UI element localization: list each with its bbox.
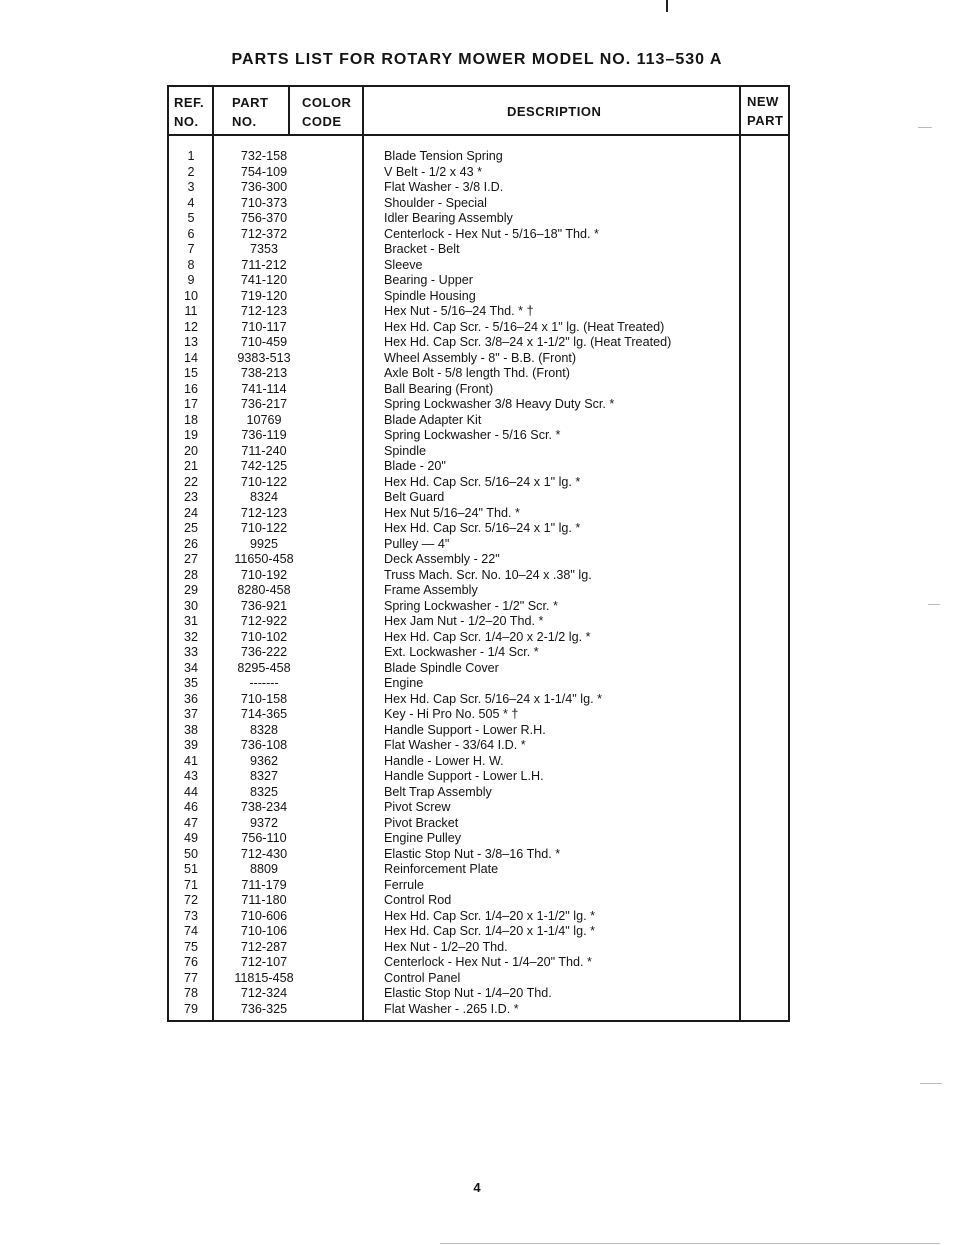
header-color-line1: COLOR <box>302 95 352 110</box>
description-cell: Spring Lockwasher - 1/2" Scr. * <box>384 598 558 613</box>
part-no-cell: 10769 <box>246 412 282 427</box>
ref-cell: 39 <box>183 738 198 752</box>
ref-cell: 49 <box>183 831 198 845</box>
description-cell: Hex Hd. Cap Scr. 3/8–24 x 1-1/2" lg. (Heat Treated) <box>384 335 672 349</box>
part-no-cell: 11650-458 <box>234 552 294 566</box>
ref-cell: 73 <box>183 908 198 923</box>
description-cell: Key - Hi Pro No. 505 * † <box>384 707 519 721</box>
ref-cell: 7 <box>187 242 195 256</box>
description-cell: Engine <box>384 676 424 690</box>
table-row <box>169 366 788 382</box>
ref-cell: 30 <box>183 598 198 613</box>
description-cell: Ferrule <box>384 877 424 892</box>
description-cell: Spindle <box>384 443 427 458</box>
table-row <box>169 723 788 739</box>
header-part-line2: NO. <box>232 114 257 129</box>
page-title: PARTS LIST FOR ROTARY MOWER MODEL NO. 113–530 A <box>231 51 723 68</box>
table-row <box>169 211 788 227</box>
description-cell: Hex Hd. Cap Scr. 1/4–20 x 2-1/2 lg. * <box>384 629 591 644</box>
header-part-line1: PART <box>232 95 269 110</box>
part-no-cell: 9362 <box>249 753 279 768</box>
ref-cell: 47 <box>183 815 198 830</box>
ref-cell: 20 <box>183 443 198 458</box>
ref-cell: 15 <box>183 366 198 380</box>
table-row <box>169 289 788 305</box>
part-no-cell: 9925 <box>249 536 279 551</box>
part-no-cell: 8295-458 <box>237 660 291 675</box>
ref-cell: 51 <box>183 862 198 876</box>
parts-table <box>167 85 790 1022</box>
part-no-cell: 736-325 <box>240 1001 288 1016</box>
part-no-cell: 719-120 <box>240 288 288 303</box>
table-row <box>169 568 788 584</box>
part-no-cell: 710-158 <box>240 691 288 706</box>
part-no-cell: 711-180 <box>241 893 287 907</box>
table-row <box>169 273 788 289</box>
part-no-cell: 9383-513 <box>237 350 291 365</box>
ref-cell: 38 <box>183 722 198 737</box>
part-no-cell: 8809 <box>249 862 279 876</box>
description-cell: Hex Hd. Cap Scr. 5/16–24 x 1-1/4" lg. * <box>384 691 602 706</box>
table-row <box>169 382 788 398</box>
ref-cell: 77 <box>183 970 198 985</box>
ref-cell: 74 <box>183 924 198 938</box>
ref-cell: 13 <box>183 335 198 349</box>
part-no-cell: 736-300 <box>240 180 288 194</box>
table-row <box>169 785 788 801</box>
scan-mark-right-1 <box>918 127 932 128</box>
part-no-cell: 710-606 <box>240 908 288 923</box>
ref-cell: 4 <box>187 195 195 210</box>
description-cell: Blade Adapter Kit <box>384 412 482 427</box>
part-no-cell: 711-179 <box>241 877 287 892</box>
part-no-cell: 710-192 <box>240 567 288 582</box>
part-no-cell: 736-108 <box>240 738 288 752</box>
table-row <box>169 165 788 181</box>
table-row <box>169 630 788 646</box>
table-row <box>169 521 788 537</box>
part-no-cell: 754-109 <box>240 164 288 179</box>
ref-cell: 50 <box>183 846 198 861</box>
ref-cell: 22 <box>183 474 198 489</box>
table-row <box>169 738 788 754</box>
description-cell: V Belt - 1/2 x 43 * <box>384 164 483 179</box>
table-row <box>169 459 788 475</box>
description-cell: Spring Lockwasher 3/8 Heavy Duty Scr. * <box>384 397 615 411</box>
scan-mark-right-3 <box>920 1083 942 1084</box>
part-no-cell: 8280-458 <box>237 583 291 597</box>
description-cell: Hex Hd. Cap Scr. 1/4–20 x 1-1/2" lg. * <box>384 908 595 923</box>
table-row <box>169 583 788 599</box>
ref-cell: 23 <box>183 490 198 504</box>
table-row <box>169 599 788 615</box>
description-cell: Engine Pulley <box>384 831 462 845</box>
table-row <box>169 227 788 243</box>
ref-cell: 35 <box>183 676 198 690</box>
part-no-cell: 8325 <box>249 784 279 799</box>
table-row <box>169 971 788 987</box>
part-no-cell: 710-117 <box>241 319 287 334</box>
part-no-cell: 736-217 <box>240 397 288 411</box>
table-row <box>169 645 788 661</box>
table-row <box>169 769 788 785</box>
description-cell: Hex Nut - 1/2–20 Thd. <box>384 939 508 954</box>
scan-mark-bottom <box>440 1243 940 1244</box>
description-cell: Blade Tension Spring <box>384 149 503 163</box>
table-row <box>169 428 788 444</box>
part-no-cell: 712-324 <box>240 986 288 1000</box>
description-cell: Handle - Lower H. W. <box>384 753 504 768</box>
header-ref-line1: REF. <box>174 95 205 110</box>
part-no-cell: 741-114 <box>241 381 287 396</box>
description-cell: Flat Washer - 3/8 I.D. <box>384 180 504 194</box>
table-row <box>169 909 788 925</box>
ref-cell: 29 <box>183 583 198 597</box>
table-row <box>169 413 788 429</box>
part-no-cell: 712-123 <box>240 304 288 318</box>
part-no-cell: 710-106 <box>240 924 288 938</box>
ref-cell: 27 <box>183 552 198 566</box>
description-cell: Sleeve <box>384 257 423 272</box>
table-row <box>169 506 788 522</box>
table-row <box>169 924 788 940</box>
ref-cell: 1 <box>187 149 195 163</box>
table-row <box>169 692 788 708</box>
header-ref <box>174 93 204 131</box>
ref-cell: 37 <box>183 707 198 721</box>
table-row <box>169 986 788 1002</box>
description-cell: Flat Washer - .265 I.D. * <box>384 1001 519 1016</box>
ref-cell: 5 <box>187 211 195 225</box>
part-no-cell: 712-922 <box>240 614 288 628</box>
table-row <box>169 707 788 723</box>
table-row <box>169 320 788 336</box>
ref-cell: 79 <box>183 1001 198 1016</box>
part-no-cell: 9372 <box>249 815 279 830</box>
ref-cell: 32 <box>183 629 198 644</box>
table-row <box>169 490 788 506</box>
part-no-cell: 710-122 <box>240 521 288 535</box>
ref-cell: 19 <box>183 428 198 442</box>
part-no-cell: 736-119 <box>241 428 287 442</box>
description-cell: Axle Bolt - 5/8 length Thd. (Front) <box>384 366 570 380</box>
page-number: 4 <box>473 1180 481 1195</box>
table-row <box>169 955 788 971</box>
header-new-line1: NEW <box>747 94 779 109</box>
ref-cell: 10 <box>183 288 198 303</box>
ref-cell: 46 <box>183 800 198 814</box>
table-row <box>169 831 788 847</box>
table-row <box>169 351 788 367</box>
table-row <box>169 258 788 274</box>
ref-cell: 36 <box>183 691 198 706</box>
part-no-cell: 712-287 <box>240 939 288 954</box>
table-row <box>169 614 788 630</box>
ref-cell: 43 <box>183 769 198 783</box>
table-row <box>169 878 788 894</box>
scan-mark-right-2 <box>928 604 940 605</box>
part-no-cell: 714-365 <box>240 707 288 721</box>
part-no-cell: 8328 <box>249 722 279 737</box>
description-cell: Bracket - Belt <box>384 242 460 256</box>
ref-cell: 33 <box>183 645 198 659</box>
part-no-cell: 8324 <box>249 490 279 504</box>
ref-cell: 16 <box>183 381 198 396</box>
description-cell: Pivot Bracket <box>384 815 459 830</box>
description-cell: Elastic Stop Nut - 3/8–16 Thd. * <box>384 846 561 861</box>
part-no-cell: 710-373 <box>240 195 288 210</box>
description-cell: Shoulder - Special <box>384 195 487 210</box>
header-description: DESCRIPTION <box>507 104 602 119</box>
part-no-cell: 736-921 <box>240 598 288 613</box>
ref-cell: 11 <box>184 304 198 318</box>
description-cell: Spindle Housing <box>384 288 476 303</box>
description-cell: Pivot Screw <box>384 800 451 814</box>
description-cell: Belt Guard <box>384 490 445 504</box>
table-row <box>169 661 788 677</box>
table-row <box>169 676 788 692</box>
ref-cell: 41 <box>183 753 198 768</box>
description-cell: Control Panel <box>384 970 461 985</box>
ref-cell: 9 <box>187 273 195 287</box>
ref-cell: 8 <box>187 257 195 272</box>
ref-cell: 72 <box>183 893 198 907</box>
part-no-cell: 712-430 <box>240 846 288 861</box>
ref-cell: 76 <box>183 955 198 969</box>
header-new-line2: PART <box>747 113 784 128</box>
table-row <box>169 893 788 909</box>
description-cell: Belt Trap Assembly <box>384 784 492 799</box>
description-cell: Handle Support - Lower L.H. <box>384 769 544 783</box>
description-cell: Hex Hd. Cap Scr. 5/16–24 x 1" lg. * <box>384 474 581 489</box>
ref-cell: 2 <box>187 164 195 179</box>
table-row <box>169 475 788 491</box>
description-cell: Elastic Stop Nut - 1/4–20 Thd. <box>384 986 552 1000</box>
ref-cell: 21 <box>183 459 198 473</box>
description-cell: Handle Support - Lower R.H. <box>384 722 546 737</box>
description-cell: Bearing - Upper <box>384 273 473 287</box>
part-no-cell: 710-459 <box>240 335 288 349</box>
table-row <box>169 552 788 568</box>
table-row <box>169 335 788 351</box>
table-row <box>169 862 788 878</box>
description-cell: Frame Assembly <box>384 583 478 597</box>
part-no-cell: 732-158 <box>240 149 288 163</box>
part-no-cell: 8327 <box>249 769 279 783</box>
part-no-cell: 738-234 <box>240 800 288 814</box>
description-cell: Hex Hd. Cap Scr. - 5/16–24 x 1" lg. (Heat Treated) <box>384 319 665 334</box>
part-no-cell: 712-123 <box>240 505 288 520</box>
ref-cell: 12 <box>183 319 198 334</box>
ref-cell: 26 <box>183 536 198 551</box>
description-cell: Ball Bearing (Front) <box>384 381 494 396</box>
description-cell: Pulley — 4" <box>384 536 450 551</box>
description-cell: Idler Bearing Assembly <box>384 211 513 225</box>
part-no-cell: 710-102 <box>240 629 288 644</box>
part-no-cell: 711-240 <box>241 443 287 458</box>
table-row <box>169 444 788 460</box>
description-cell: Hex Hd. Cap Scr. 1/4–20 x 1-1/4" lg. * <box>384 924 595 938</box>
table-row <box>169 180 788 196</box>
ref-cell: 71 <box>183 877 198 892</box>
table-row <box>169 816 788 832</box>
header-color-line2: CODE <box>302 114 342 129</box>
ref-cell: 3 <box>187 180 195 194</box>
description-cell: Reinforcement Plate <box>384 862 499 876</box>
part-no-cell: 7353 <box>249 242 279 256</box>
header-part <box>232 93 268 131</box>
description-cell: Centerlock - Hex Nut - 5/16–18" Thd. * <box>384 226 599 241</box>
description-cell: Flat Washer - 33/64 I.D. * <box>384 738 526 752</box>
description-cell: Hex Nut - 5/16–24 Thd. * † <box>384 304 534 318</box>
ref-cell: 18 <box>183 412 198 427</box>
part-no-cell: 712-372 <box>240 226 288 241</box>
table-row <box>169 800 788 816</box>
description-cell: Centerlock - Hex Nut - 1/4–20" Thd. * <box>384 955 592 969</box>
header-new-part <box>747 92 783 130</box>
ref-cell: 34 <box>183 660 198 675</box>
part-no-cell: 736-222 <box>240 645 288 659</box>
description-cell: Hex Hd. Cap Scr. 5/16–24 x 1" lg. * <box>384 521 581 535</box>
description-cell: Truss Mach. Scr. No. 10–24 x .38" lg. <box>384 567 592 582</box>
table-row <box>169 149 788 165</box>
table-row <box>169 304 788 320</box>
part-no-cell: 711-212 <box>241 257 287 272</box>
header-divider <box>169 134 788 136</box>
ref-cell: 24 <box>183 505 198 520</box>
column-divider-part <box>288 87 290 135</box>
description-cell: Deck Assembly - 22" <box>384 552 500 566</box>
part-no-cell: ------- <box>249 676 279 690</box>
ref-cell: 14 <box>183 350 198 365</box>
part-no-cell: 712-107 <box>240 955 288 969</box>
ref-cell: 6 <box>187 226 195 241</box>
table-row <box>169 537 788 553</box>
description-cell: Hex Nut 5/16–24" Thd. * <box>384 505 520 520</box>
part-no-cell: 738-213 <box>240 366 288 380</box>
ref-cell: 44 <box>183 784 198 799</box>
ref-cell: 17 <box>183 397 198 411</box>
description-cell: Wheel Assembly - 8" - B.B. (Front) <box>384 350 577 365</box>
part-no-cell: 11815-458 <box>234 970 294 985</box>
ref-cell: 75 <box>183 939 198 954</box>
table-row <box>169 940 788 956</box>
table-row <box>169 847 788 863</box>
header-ref-line2: NO. <box>174 114 199 129</box>
description-cell: Control Rod <box>384 893 452 907</box>
ref-cell: 78 <box>183 986 198 1000</box>
description-cell: Spring Lockwasher - 5/16 Scr. * <box>384 428 561 442</box>
part-no-cell: 710-122 <box>240 474 288 489</box>
part-no-cell: 742-125 <box>240 459 288 473</box>
table-row <box>169 1002 788 1018</box>
description-cell: Hex Jam Nut - 1/2–20 Thd. * <box>384 614 544 628</box>
scan-mark-top <box>666 0 668 12</box>
header-color <box>302 93 351 131</box>
description-cell: Blade - 20" <box>384 459 446 473</box>
ref-cell: 28 <box>183 567 198 582</box>
ref-cell: 31 <box>183 614 198 628</box>
part-no-cell: 756-110 <box>241 831 287 845</box>
table-row <box>169 397 788 413</box>
description-cell: Ext. Lockwasher - 1/4 Scr. * <box>384 645 539 659</box>
table-row <box>169 196 788 212</box>
table-row <box>169 242 788 258</box>
part-no-cell: 741-120 <box>240 273 288 287</box>
ref-cell: 25 <box>183 521 198 535</box>
part-no-cell: 756-370 <box>240 211 288 225</box>
description-cell: Blade Spindle Cover <box>384 660 499 675</box>
table-body <box>169 149 788 1017</box>
table-row <box>169 754 788 770</box>
